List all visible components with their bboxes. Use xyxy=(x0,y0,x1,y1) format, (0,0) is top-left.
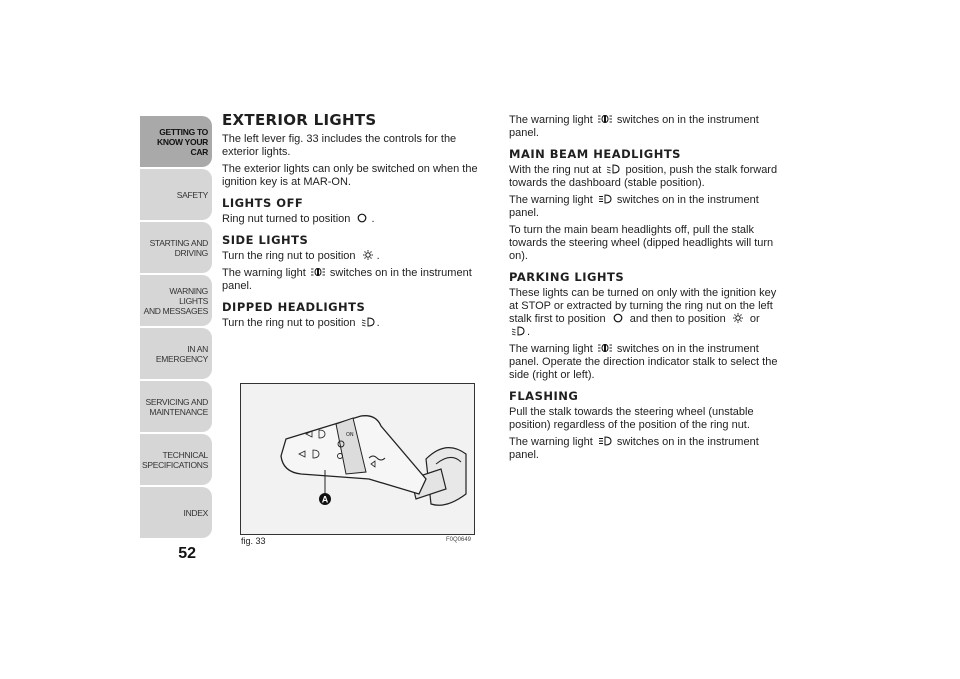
lights-off-heading: LIGHTS OFF xyxy=(222,196,304,210)
dipped-beam-icon xyxy=(361,317,375,327)
flashing-text: Pull the stalk towards the steering wheel (unstable position) regardless of the position of the ring nut. xyxy=(509,406,754,431)
page-number: 52 xyxy=(178,545,196,562)
tab-technical-specifications[interactable]: TECHNICAL SPECIFICATIONS xyxy=(140,434,212,485)
circle-off-icon xyxy=(355,213,369,223)
circle-off-icon xyxy=(611,313,625,323)
right-column xyxy=(509,114,779,466)
tab-warning-lights[interactable]: WARNING LIGHTS AND MESSAGES xyxy=(140,275,212,326)
main-beam-off-text: To turn the main beam headlights off, pull the stalk towards the steering wheel (dipped headlights will turn on). xyxy=(509,224,774,262)
tab-starting-and-driving[interactable]: STARTING AND DRIVING xyxy=(140,222,212,273)
main-beam-warning-text: The warning light switches on in the instrument panel. xyxy=(509,194,759,219)
dipped-beam-icon xyxy=(606,164,620,174)
left-column xyxy=(222,111,492,334)
lever-illustration xyxy=(241,384,474,534)
side-lights-warning-icon xyxy=(311,267,325,277)
figure-caption: fig. 33 xyxy=(241,536,266,546)
tab-getting-to-know-your-car[interactable]: GETTING TO KNOW YOUR CAR xyxy=(140,116,212,167)
side-lights-sun-icon xyxy=(361,250,375,260)
side-lights-sun-icon xyxy=(731,313,745,323)
label-a: A xyxy=(321,494,329,505)
dipped-headlights-heading: DIPPED HEADLIGHTS xyxy=(222,300,366,314)
parking-warning-text: The warning light switches on in the instrument panel. Operate the direction indicator stalk to select the side (right or left). xyxy=(509,343,778,381)
dipped-beam-icon xyxy=(511,326,525,336)
main-beam-heading: MAIN BEAM HEADLIGHTS xyxy=(509,147,681,161)
tab-index[interactable]: INDEX xyxy=(140,487,212,538)
parking-lights-heading: PARKING LIGHTS xyxy=(509,270,625,284)
main-beam-text: With the ring nut at position, push the stalk forward towards the dashboard (stable position). xyxy=(509,164,778,189)
section-title: EXTERIOR LIGHTS xyxy=(222,111,377,129)
tab-servicing-and-maintenance[interactable]: SERVICING AND MAINTENANCE xyxy=(140,381,212,432)
chapter-tabs xyxy=(140,116,212,540)
side-lights-heading: SIDE LIGHTS xyxy=(222,233,309,247)
side-lights-warning-text: The warning light switches on in the instrument panel. xyxy=(222,267,472,292)
dipped-headlights-text: Turn the ring nut to position . xyxy=(222,317,380,329)
flashing-warning-text: The warning light switches on in the instrument panel. xyxy=(509,436,759,461)
tab-in-an-emergency[interactable]: IN AN EMERGENCY xyxy=(140,328,212,379)
intro-paragraph: The left lever fig. 33 includes the controls for the exterior lights. xyxy=(222,133,457,158)
lights-off-text: Ring nut turned to position . xyxy=(222,213,375,225)
figure-code: F0Q0649 xyxy=(446,537,472,543)
flashing-heading: FLASHING xyxy=(509,389,579,403)
parking-lights-text: These lights can be turned on only with the ignition key at STOP or extracted by turning the ring nut on the left stalk first to position and then to position or . xyxy=(509,287,777,338)
svg-text:ON: ON xyxy=(346,432,354,438)
dipped-warning-text: The warning light switches on in the instrument panel. xyxy=(509,114,759,139)
side-lights-text: Turn the ring nut to position . xyxy=(222,250,380,262)
side-lights-warning-icon xyxy=(598,114,612,124)
main-beam-icon xyxy=(598,436,612,446)
intro-paragraph: The exterior lights can only be switched on when the ignition key is at MAR-ON. xyxy=(222,163,478,188)
tab-safety[interactable]: SAFETY xyxy=(140,169,212,220)
side-lights-warning-icon xyxy=(598,343,612,353)
figure-left-stalk xyxy=(240,383,475,535)
main-beam-icon xyxy=(598,194,612,204)
